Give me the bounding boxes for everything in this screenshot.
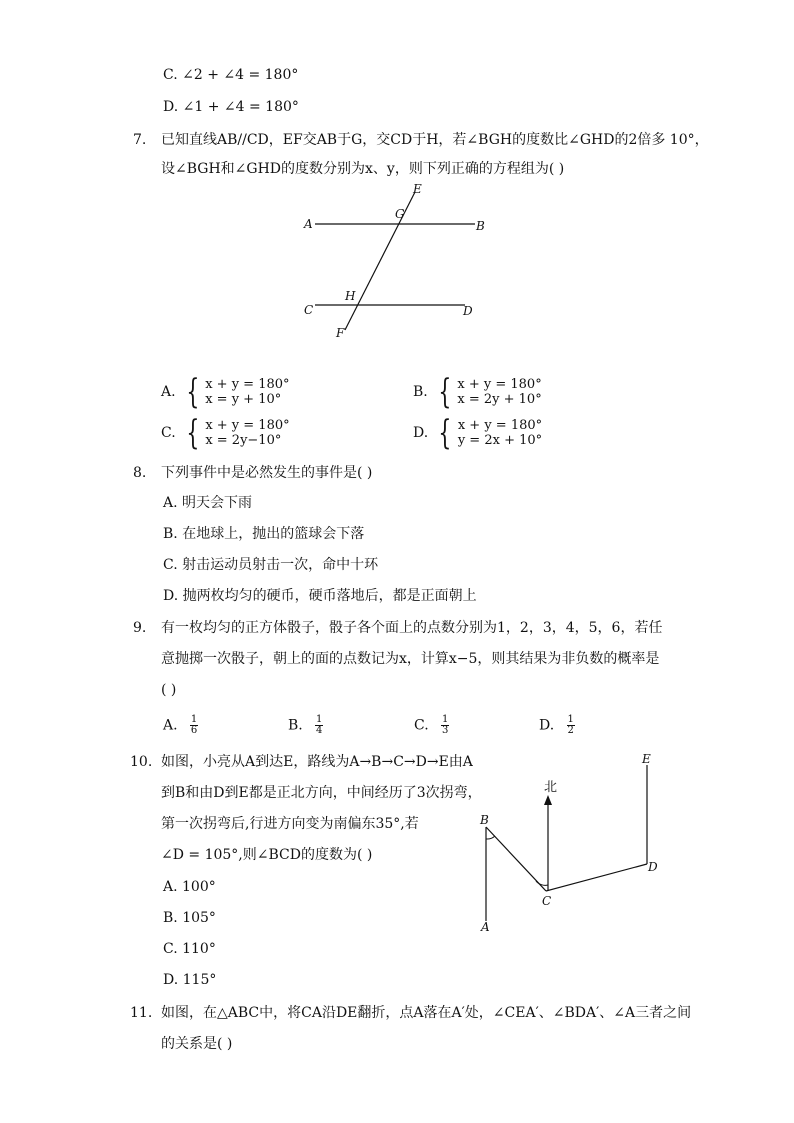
q7-number: 7. (133, 132, 147, 148)
north-arrow-icon (544, 795, 552, 805)
fraction-numerator: 1 (316, 714, 323, 725)
label-b: B (480, 813, 489, 827)
q9-stem-line2: 意抛掷一次骰子，朝上的面的点数记为x，计算x−5，则其结果为非负数的概率是 (161, 651, 660, 667)
fraction-numerator: 1 (567, 714, 574, 725)
label-c: C (542, 894, 552, 908)
option-label: D. (539, 717, 555, 734)
label-e: E (413, 182, 422, 196)
q10-option-c: C. 110° (163, 941, 216, 957)
label-f: F (336, 326, 345, 340)
fraction-denominator: 2 (567, 725, 574, 736)
equation-row: x + y = 180° (457, 377, 542, 392)
q8-option-d: D. 抛两枚均匀的硬币，硬币落地后，都是正面朝上 (163, 588, 477, 604)
q10-stem-line1: 如图，小亮从A到达E，路线为A→B→C→D→E由A (161, 754, 473, 770)
q8-option-c: C. 射击运动员射击一次，命中十环 (163, 557, 379, 573)
label-d: D (648, 860, 658, 874)
label-north: 北 (544, 780, 558, 795)
equation-row: x = 2y−10° (205, 433, 282, 448)
label-a: A (481, 920, 490, 934)
q10-route-figure (470, 745, 670, 940)
q8-option-b: B. 在地球上，抛出的篮球会下落 (163, 526, 365, 542)
q7-stem-line2: 设∠BGH和∠GHD的度数分别为x、y，则下列正确的方程组为( ) (161, 161, 565, 177)
option-label: B. (288, 717, 303, 734)
equation-row: x + y = 180° (205, 418, 290, 433)
q9-option-d (539, 715, 575, 736)
q11-number: 11. (130, 1005, 153, 1021)
equation-row: x = 2y + 10° (457, 392, 542, 407)
q8-option-a: A. 明天会下雨 (163, 495, 253, 511)
q10-option-a: A. 100° (163, 879, 216, 895)
q7-option-d: D. { x + y = 180° y = 2x + 10° (413, 413, 543, 453)
q9-number: 9. (133, 620, 147, 636)
q10-stem-line4: ∠D = 105°,则∠BCD的度数为( ) (161, 847, 373, 863)
q9-stem-line1: 有一枚均匀的正方体骰子，骰子各个面上的点数分别为1，2，3，4，5，6，若任 (161, 620, 663, 636)
q11-stem-line1: 如图，在△ABC中，将CA沿DE翻折，点A落在A′处，∠CEA′、∠BDA′、∠A三者之间 (161, 1005, 692, 1021)
q10-stem-line2: 到B和由D到E都是正北方向，中间经历了3次拐弯， (161, 785, 482, 801)
fraction-denominator: 4 (316, 725, 323, 736)
fraction-denominator: 3 (441, 725, 449, 736)
q7-stem-line1: 已知直线AB//CD，EF交AB于G，交CD于H，若∠BGH的度数比∠GHD的2倍多 10°， (161, 132, 709, 148)
label-g: G (395, 207, 405, 221)
q10-option-b: B. 105° (163, 910, 216, 926)
label-h: H (345, 289, 356, 303)
fraction-numerator: 1 (190, 714, 198, 725)
equation-row: x + y = 180° (457, 418, 543, 433)
option-label: A. (163, 717, 178, 734)
q8-number: 8. (133, 465, 147, 481)
option-label: C. (414, 717, 429, 734)
q6-option-c: C. ∠2 + ∠4 = 180° (163, 67, 299, 83)
label-e: E (642, 752, 651, 766)
q6-option-d: D. ∠1 + ∠4 = 180° (163, 99, 299, 115)
option-label: A. (161, 384, 176, 400)
q7-option-b: B. { x + y = 180° x = 2y + 10° (413, 372, 542, 412)
label-b: B (476, 219, 485, 233)
label-d: D (463, 304, 473, 318)
q7-option-c: C. { x + y = 180° x = 2y−10° (161, 413, 290, 453)
q7-parallel-lines-figure (295, 180, 495, 345)
equation-row: y = 2x + 10° (457, 433, 543, 448)
label-a: A (304, 217, 313, 231)
q9-option-a (163, 715, 198, 736)
label-c: C (304, 303, 314, 317)
fraction-denominator: 6 (190, 725, 198, 736)
q9-option-c (414, 715, 449, 736)
q10-stem-line3: 第一次拐弯后,行进方向变为南偏东35°,若 (161, 816, 419, 832)
q10-number: 10. (130, 754, 153, 770)
option-label: C. (161, 425, 176, 441)
option-label: B. (413, 384, 428, 400)
equation-row: x + y = 180° (205, 377, 290, 392)
q11-stem-line2: 的关系是( ) (161, 1036, 233, 1052)
angle-arc-b (486, 836, 495, 839)
fraction-numerator: 1 (441, 714, 449, 725)
q8-stem: 下列事件中是必然发生的事件是( ) (161, 465, 373, 481)
segment-cd (546, 864, 647, 891)
q9-stem-line3: ( ) (161, 682, 177, 698)
option-label: D. (413, 425, 429, 441)
equation-row: x = y + 10° (205, 392, 282, 407)
q7-option-a: A. { x + y = 180° x = y + 10° (161, 372, 290, 412)
q9-option-b (288, 715, 323, 736)
q10-option-d: D. 115° (163, 972, 217, 988)
